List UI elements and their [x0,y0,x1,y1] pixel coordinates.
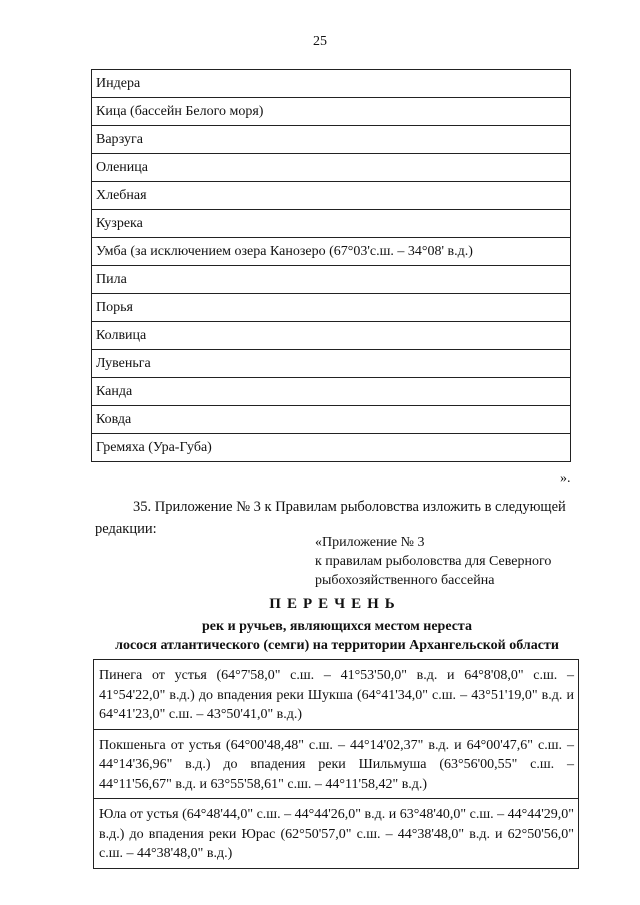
table-row [94,729,579,799]
table-row [92,322,571,350]
table-row [92,350,571,378]
river-cell: Канда [92,378,571,406]
appendix-line: «Приложение № 3 [315,535,425,550]
table-row [92,98,571,126]
river-cell: Пила [92,266,571,294]
table-row [94,799,579,869]
river-cell: Варзуга [92,126,571,154]
table-row [94,660,579,730]
appendix-line: к правилам рыболовства для Северного [315,554,552,569]
table-row [92,434,571,462]
list-title: ПЕРЕЧЕНЬ [269,596,401,612]
appendix-heading [315,533,580,590]
list-subtitle: лосося атлантического (семги) на территории Архангельской области [115,638,559,653]
table-row [92,182,571,210]
table-row [92,238,571,266]
river-cell: Гремяха (Ура-Губа) [92,434,571,462]
river-cell: Кузрека [92,210,571,238]
spawning-rivers-table [93,659,579,869]
river-cell: Оленица [92,154,571,182]
river-cell: Умба (за исключением озера Канозеро (67°03'с.ш. – 34°08' в.д.) [92,238,571,266]
river-cell: Хлебная [92,182,571,210]
closing-quote: ». [560,471,571,486]
river-cell: Порья [92,294,571,322]
table-row [92,70,571,98]
spawning-river-cell: Юла от устья (64°48'44,0" с.ш. – 44°44'26,0" в.д. и 63°48'40,0" с.ш. – 44°44'29,0" в.д.) до впадения реки Юрас (62°50'57,0" с.ш. – 44°38'48,0" в.д. и 62°50'56,0" с.ш. – 44°38'48,0" в.д.) [94,799,579,869]
appendix-line: рыбохозяйственного бассейна [315,573,495,588]
paragraph-line: 35. Приложение № 3 к Правилам рыболовства изложить в следующей [133,499,566,515]
table-row [92,154,571,182]
table-row [92,406,571,434]
river-cell: Кица (бассейн Белого моря) [92,98,571,126]
river-cell: Колвица [92,322,571,350]
spawning-river-cell: Покшеньга от устья (64°00'48,48" с.ш. – 44°14'02,37" в.д. и 64°00'47,6" с.ш. – 44°14'36,96" в.д.) до впадения реки Шильмуша (63°56'00,55" с.ш. – 44°11'56,67" в.д. и 63°55'58,61" с.ш. – 44°11'58,42" в.д.) [94,729,579,799]
table-row [92,210,571,238]
rivers-table [91,69,571,462]
page-number: 25 [313,34,327,49]
river-cell: Индера [92,70,571,98]
river-cell: Ковда [92,406,571,434]
table-row [92,126,571,154]
table-row [92,378,571,406]
paragraph-line: редакции: [95,521,157,537]
spawning-river-cell: Пинега от устья (64°7'58,0" с.ш. – 41°53'50,0" в.д. и 64°8'08,0" с.ш. – 41°54'22,0" в.д.) до впадения реки Шукша (64°41'34,0" с.ш. – 43°51'19,0" в.д. и 64°41'23,0" с.ш. – 43°50'41,0" в.д.) [94,660,579,730]
river-cell: Лувеньга [92,350,571,378]
table-row [92,266,571,294]
table-row [92,294,571,322]
list-subtitle: рек и ручьев, являющихся местом нереста [202,619,472,634]
